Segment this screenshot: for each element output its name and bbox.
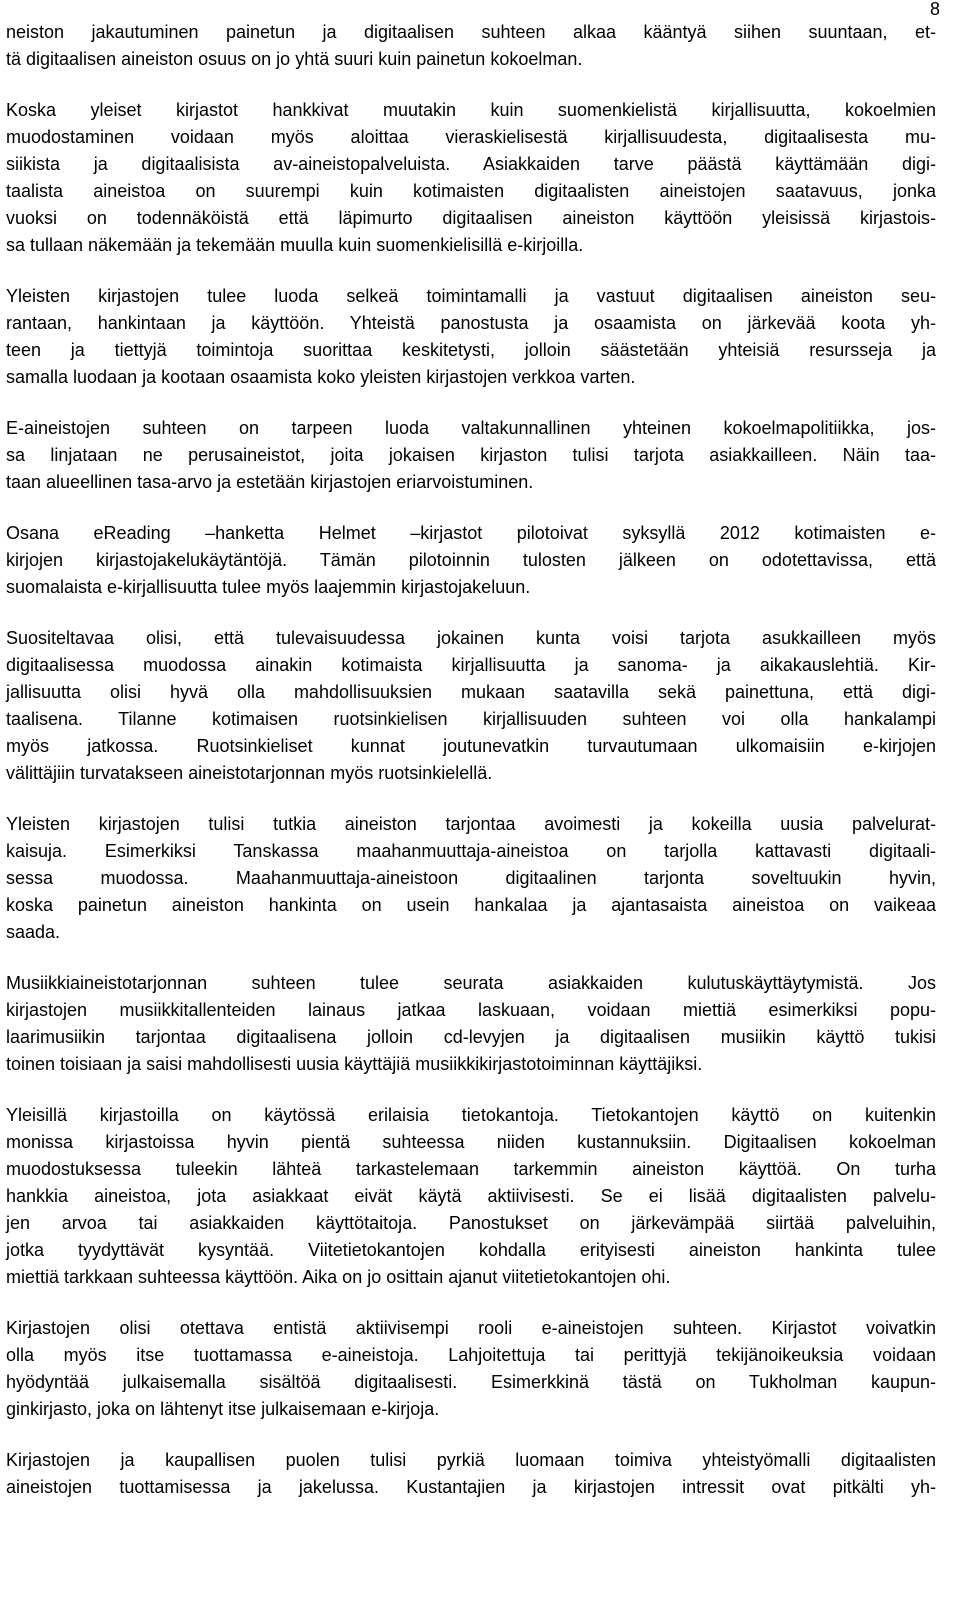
text-line: kirjastojen musiikkitallenteiden lainaus jatkaa laskuaan, voidaan miettiä esimerkiksi popu- <box>6 1000 936 1020</box>
text-line: muodostuksessa tuleekin lähteä tarkastelemaan tarkemmin aineiston käyttöä. On turha <box>6 1159 936 1179</box>
text-line: jallisuutta olisi hyvä olla mahdollisuuksien mukaan saatavilla sekä painettuna, että digi- <box>6 682 936 702</box>
text-line: kaisuja. Esimerkiksi Tanskassa maahanmuuttaja-aineistoa on tarjolla kattavasti digitaali- <box>6 841 936 861</box>
paragraph <box>6 283 936 391</box>
text-line: digitaalisessa muodossa ainakin kotimaista kirjallisuutta ja sanoma- ja aikakauslehtiä. Kir- <box>6 655 936 675</box>
text-line: sessa muodossa. Maahanmuuttaja-aineistoon digitaalinen tarjonta soveltuukin hyvin, <box>6 868 936 888</box>
text-line: ginkirjasto, joka on lähtenyt itse julkaisemaan e-kirjoja. <box>6 1399 440 1419</box>
text-line: neiston jakautuminen painetun ja digitaalisen suhteen alkaa kääntyä siihen suuntaan, et- <box>6 22 936 42</box>
text-line: saada. <box>6 922 61 942</box>
text-line: välittäjiin turvatakseen aineistotarjonnan myös ruotsinkielellä. <box>6 763 493 783</box>
text-line: muodostaminen voidaan myös aloittaa vieraskielisestä kirjallisuudesta, digitaalisesta mu- <box>6 127 936 147</box>
text-line: sa linjataan ne perusaineistot, joita jokaisen kirjaston tulisi tarjota asiakkailleen. Näin taa- <box>6 445 936 465</box>
text-line: koska painetun aineiston hankinta on usein hankalaa ja ajantasaista aineistoa on vaikeaa <box>6 895 936 915</box>
text-line: olla myös itse tuottamassa e-aineistoja. Lahjoitettuja tai perittyjä tekijänoikeuksia voidaan <box>6 1345 936 1365</box>
paragraph <box>6 1447 936 1501</box>
page-number: 8 <box>929 0 940 19</box>
text-line: Yleisten kirjastojen tulee luoda selkeä toimintamalli ja vastuut digitaalisen aineiston seu- <box>6 286 936 306</box>
text-line: Suositeltavaa olisi, että tulevaisuudessa jokainen kunta voisi tarjota asukkailleen myös <box>6 628 936 648</box>
text-line: sa tullaan näkemään ja tekemään muulla kuin suomenkielisillä e-kirjoilla. <box>6 235 584 255</box>
paragraph <box>6 970 936 1078</box>
text-line: Koska yleiset kirjastot hankkivat muutakin kuin suomenkielistä kirjallisuutta, kokoelmien <box>6 100 936 120</box>
text-line: tä digitaalisen aineiston osuus on jo yhtä suuri kuin painetun kokoelman. <box>6 49 583 69</box>
text-line: samalla luodaan ja kootaan osaamista koko yleisten kirjastojen verkkoa varten. <box>6 367 636 387</box>
text-line: Kirjastojen ja kaupallisen puolen tulisi pyrkiä luomaan toimiva yhteistyömalli digitaalisten <box>6 1450 936 1470</box>
text-line: rantaan, hankintaan ja käyttöön. Yhteistä panostusta ja osaamista on järkevää koota yh- <box>6 313 936 333</box>
paragraph <box>6 415 936 496</box>
text-line: aineistojen tuottamisessa ja jakelussa. Kustantajien ja kirjastojen intressit ovat pitkälti yh- <box>6 1477 936 1497</box>
text-line: Osana eReading –hanketta Helmet –kirjastot pilotoivat syksyllä 2012 kotimaisten e- <box>6 523 936 543</box>
document-body <box>6 19 936 1525</box>
text-line: toinen toisiaan ja saisi mahdollisesti uusia käyttäjiä musiikkikirjastotoiminnan käyttäjiksi. <box>6 1054 703 1074</box>
text-line: miettiä tarkkaan suhteessa käyttöön. Aika on jo osittain ajanut viitetietokantojen ohi. <box>6 1267 671 1287</box>
text-line: taalista aineistoa on suurempi kuin kotimaisten digitaalisten aineistojen saatavuus, jonka <box>6 181 936 201</box>
text-line: monissa kirjastoissa hyvin pientä suhteessa niiden kustannuksiin. Digitaalisen kokoelman <box>6 1132 936 1152</box>
paragraph <box>6 625 936 787</box>
text-line: myös jatkossa. Ruotsinkieliset kunnat joutunevatkin turvautumaan ulkomaisiin e-kirjojen <box>6 736 936 756</box>
text-line: taan alueellinen tasa-arvo ja estetään kirjastojen eriarvoistuminen. <box>6 472 534 492</box>
text-line: jen arvoa tai asiakkaiden käyttötaitoja. Panostukset on järkevämpää siirtää palveluihin, <box>6 1213 936 1233</box>
paragraph <box>6 97 936 259</box>
text-line: jotka tyydyttävät kysyntää. Viitetietokantojen kohdalla erityisesti aineiston hankinta tulee <box>6 1240 936 1260</box>
paragraph <box>6 520 936 601</box>
text-line: vuoksi on todennäköistä että läpimurto digitaalisen aineiston käyttöön yleisissä kirjastois- <box>6 208 936 228</box>
text-line: kirjojen kirjastojakelukäytäntöjä. Tämän pilotoinnin tulosten jälkeen on odotettavissa, että <box>6 550 936 570</box>
text-line: taalisena. Tilanne kotimaisen ruotsinkielisen kirjallisuuden suhteen voi olla hankalampi <box>6 709 936 729</box>
text-line: Musiikkiaineistotarjonnan suhteen tulee seurata asiakkaiden kulutuskäyttäytymistä. Jos <box>6 973 936 993</box>
paragraph <box>6 1102 936 1291</box>
text-line: teen ja tiettyjä toimintoja suorittaa keskitetysti, jolloin säästetään yhteisiä resursseja ja <box>6 340 936 360</box>
paragraph <box>6 19 936 73</box>
text-line: E-aineistojen suhteen on tarpeen luoda valtakunnallinen yhteinen kokoelmapolitiikka, jos- <box>6 418 936 438</box>
text-line: Yleisillä kirjastoilla on käytössä erilaisia tietokantoja. Tietokantojen käyttö on kuitenkin <box>6 1105 936 1125</box>
text-line: suomalaista e-kirjallisuutta tulee myös laajemmin kirjastojakeluun. <box>6 577 531 597</box>
paragraph <box>6 1315 936 1423</box>
text-line: hankkia aineistoa, jota asiakkaat eivät käytä aktiivisesti. Se ei lisää digitaalisten palvelu- <box>6 1186 936 1206</box>
text-line: Yleisten kirjastojen tulisi tutkia aineiston tarjontaa avoimesti ja kokeilla uusia palvelurat- <box>6 814 936 834</box>
paragraph <box>6 811 936 946</box>
text-line: hyödyntää julkaisemalla sisältöä digitaalisesti. Esimerkkinä tästä on Tukholman kaupun- <box>6 1372 936 1392</box>
text-line: Kirjastojen olisi otettava entistä aktiivisempi rooli e-aineistojen suhteen. Kirjastot voivatkin <box>6 1318 936 1338</box>
text-line: siikista ja digitaalisista av-aineistopalveluista. Asiakkaiden tarve päästä käyttämään digi- <box>6 154 936 174</box>
text-line: laarimusiikin tarjontaa digitaalisena jolloin cd-levyjen ja digitaalisen musiikin käyttö tukisi <box>6 1027 936 1047</box>
